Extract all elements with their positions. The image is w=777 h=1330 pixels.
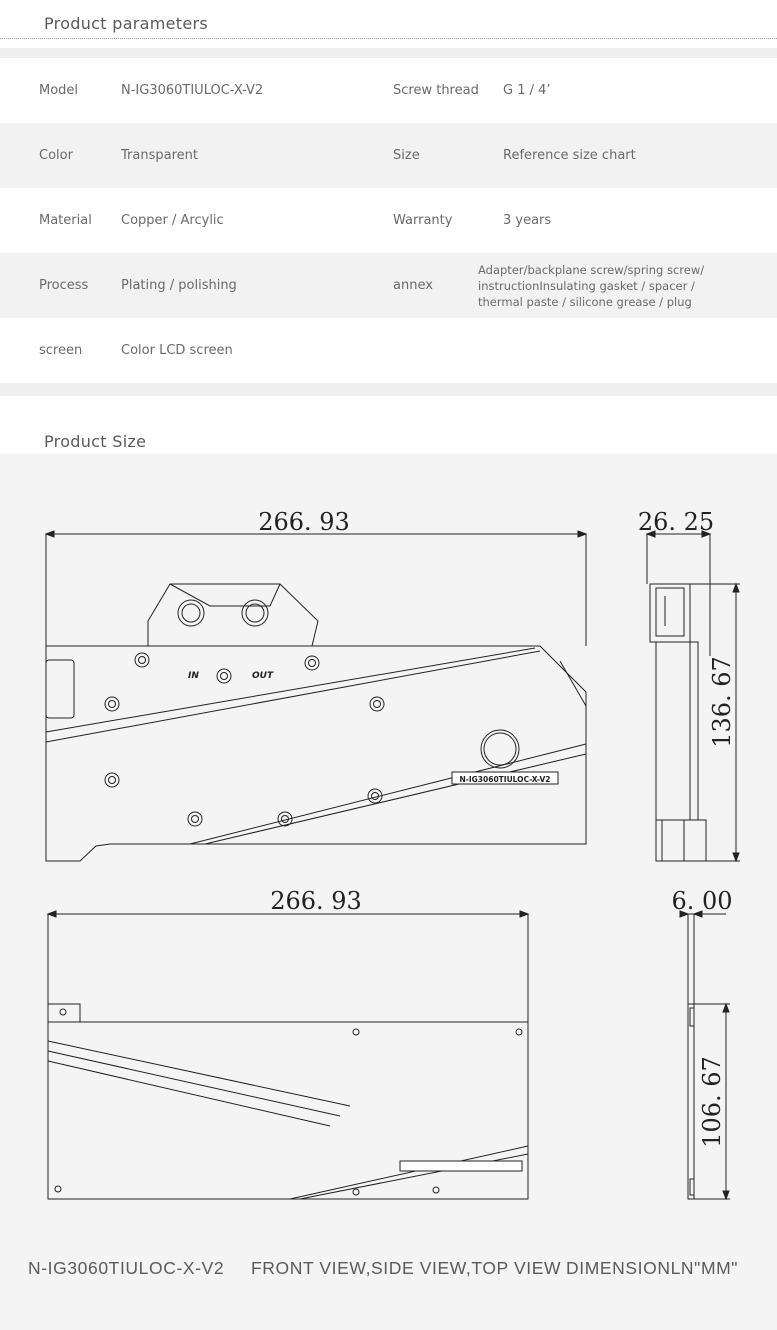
param-row-material bbox=[0, 188, 777, 253]
param-label: Process bbox=[39, 278, 89, 293]
param-label: Warranty bbox=[393, 213, 453, 228]
param-row-color bbox=[0, 123, 777, 188]
param-value: Color LCD screen bbox=[121, 343, 233, 358]
size-section-title: Product Size bbox=[44, 432, 147, 451]
param-row-process bbox=[0, 253, 777, 318]
back-width-dimension: 266. 93 bbox=[270, 887, 362, 915]
param-label: Screw thread bbox=[393, 83, 479, 98]
dimension-drawing bbox=[0, 456, 777, 1256]
param-value: N-IG3060TIULOC-X-V2 bbox=[121, 83, 264, 98]
block-model-label: N-IG3060TIULOC-X-V2 bbox=[459, 775, 551, 784]
param-label: annex bbox=[393, 278, 433, 293]
param-value: Adapter/backplane screw/spring screw/ instructionInsulating gasket / spacer / thermal paste / silicone grease / plug bbox=[478, 262, 705, 309]
back-height-dimension: 106. 67 bbox=[698, 1056, 726, 1148]
param-label: Material bbox=[39, 213, 92, 228]
dimension-caption bbox=[0, 1258, 777, 1282]
param-label: screen bbox=[39, 343, 83, 358]
param-value: 3 years bbox=[503, 213, 552, 228]
param-value: Transparent bbox=[121, 148, 198, 163]
side-height-dimension: 136. 67 bbox=[708, 656, 736, 748]
back-view bbox=[48, 911, 528, 1199]
caption-unit: DIMENSIONLN"MM" bbox=[566, 1258, 739, 1278]
side-depth-dimension: 26. 25 bbox=[637, 508, 715, 536]
inlet-label: IN bbox=[188, 671, 199, 681]
param-row-screen bbox=[0, 318, 777, 383]
param-value: G 1 / 4’ bbox=[503, 83, 551, 98]
param-value: Reference size chart bbox=[503, 148, 636, 163]
param-value: Copper / Arcylic bbox=[121, 213, 224, 228]
param-row-model bbox=[0, 58, 777, 123]
param-label: Color bbox=[39, 148, 73, 163]
param-value: Plating / polishing bbox=[121, 278, 237, 293]
caption-model: N-IG3060TIULOC-X-V2 bbox=[28, 1258, 225, 1278]
front-width-dimension: 266. 93 bbox=[258, 508, 350, 536]
back-depth-dimension: 6. 00 bbox=[671, 887, 733, 915]
params-section-title: Product parameters bbox=[44, 14, 209, 33]
params-title-divider bbox=[0, 38, 777, 39]
outlet-label: OUT bbox=[252, 671, 274, 681]
caption-views: FRONT VIEW,SIDE VIEW,TOP VIEW bbox=[251, 1258, 562, 1278]
front-view bbox=[46, 531, 586, 861]
param-label: Model bbox=[39, 83, 79, 98]
thin-side-view bbox=[680, 911, 730, 1199]
param-label: Size bbox=[393, 148, 420, 163]
